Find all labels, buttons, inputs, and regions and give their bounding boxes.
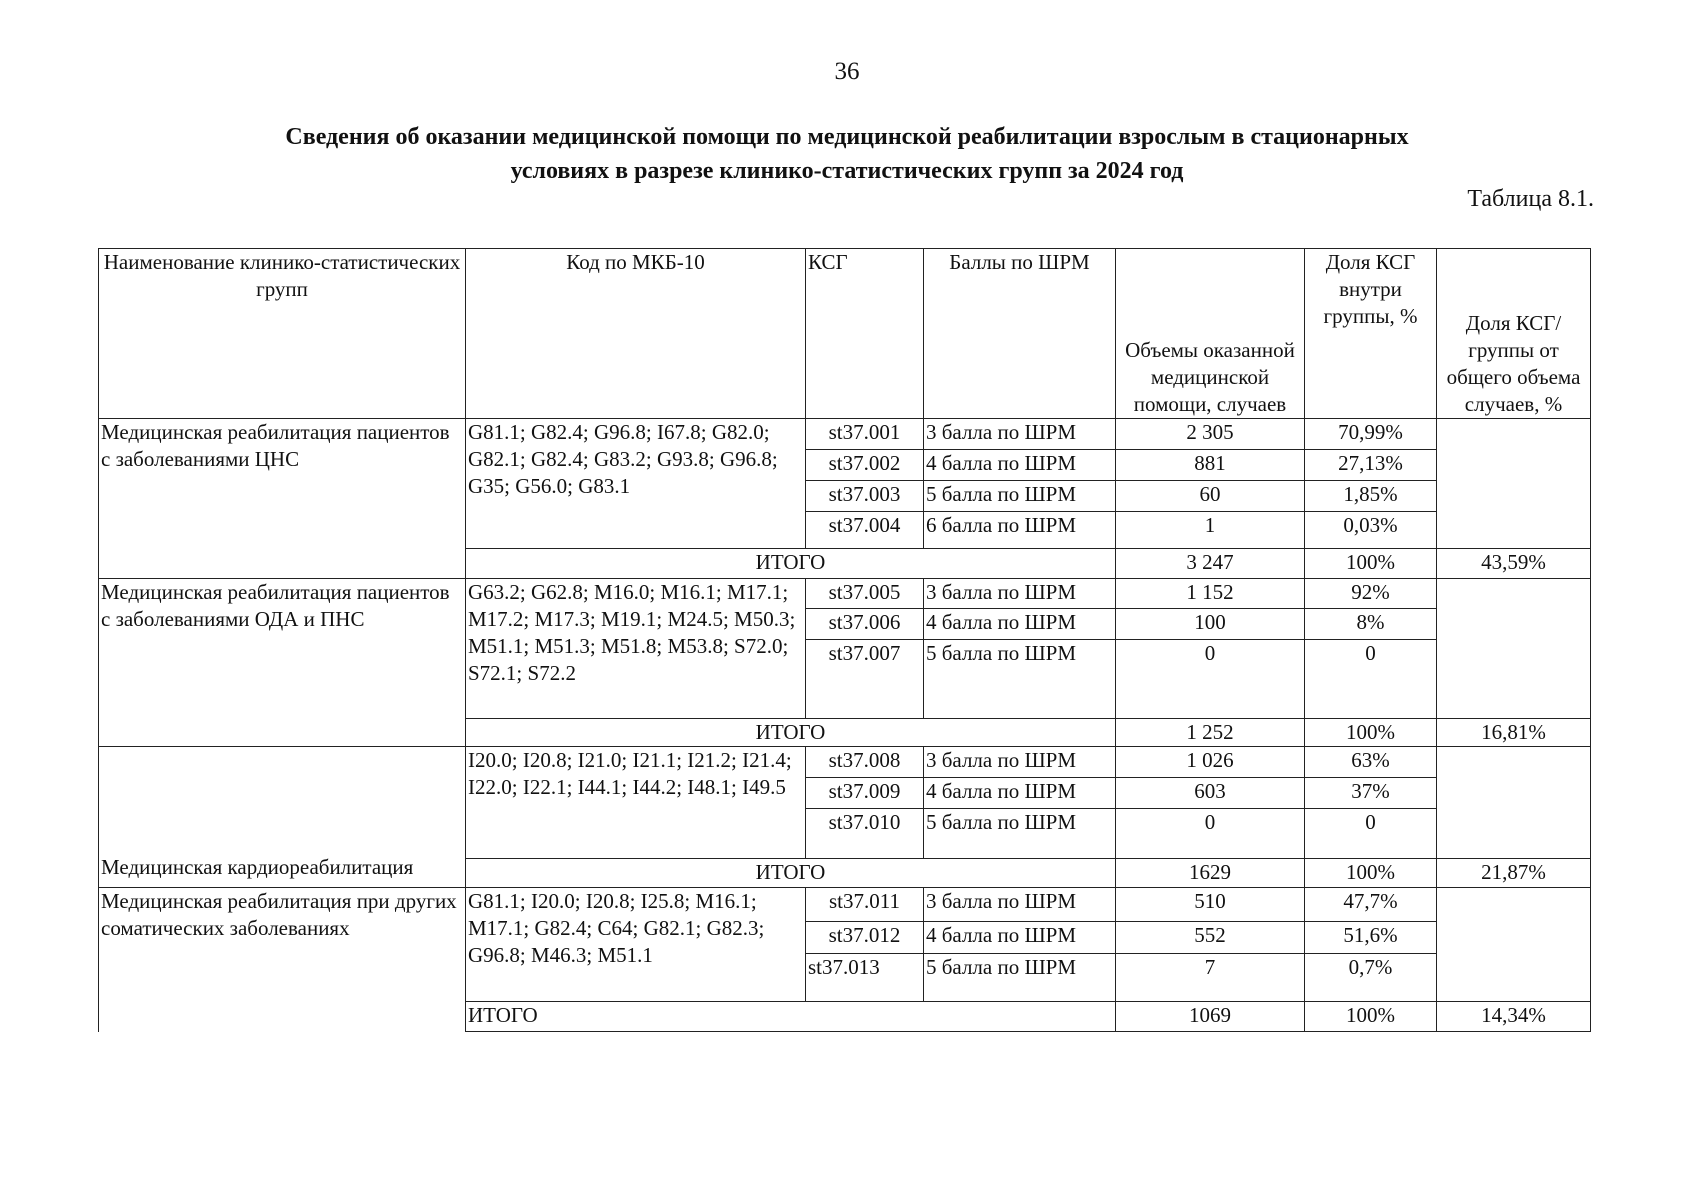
group-name: Медицинская реабилитация пациентов с заболеваниями ЦНС bbox=[99, 419, 466, 579]
total-volume: 3 247 bbox=[1116, 549, 1305, 579]
share-total-empty bbox=[1437, 579, 1591, 719]
document-title bbox=[0, 120, 1694, 188]
total-share: 100% bbox=[1305, 1002, 1437, 1032]
share-value: 1,85% bbox=[1305, 481, 1437, 512]
share-value: 0 bbox=[1305, 640, 1437, 719]
mkb-codes: G63.2; G62.8; M16.0; M16.1; M17.1; M17.2; M17.3; M19.1; M24.5; M50.3; M51.1; M51.3; M51.8; M53.8; S72.0; S72.1; S72.2 bbox=[466, 579, 806, 719]
shrm-score: 5 балла по ШРМ bbox=[924, 481, 1116, 512]
volume-value: 1 026 bbox=[1116, 747, 1305, 778]
table-row bbox=[99, 579, 1591, 609]
share-total-empty bbox=[1437, 747, 1591, 859]
volume-value: 510 bbox=[1116, 888, 1305, 922]
header-share-total: Доля КСГ/группы от общего объема случаев, % bbox=[1437, 249, 1591, 419]
volume-value: 60 bbox=[1116, 481, 1305, 512]
volume-value: 881 bbox=[1116, 450, 1305, 481]
share-value: 37% bbox=[1305, 778, 1437, 809]
total-share-of-all: 14,34% bbox=[1437, 1002, 1591, 1032]
document-title-line-2: условиях в разрезе клинико-статистических групп за 2024 год bbox=[510, 158, 1184, 184]
total-share: 100% bbox=[1305, 859, 1437, 888]
table-row bbox=[99, 419, 1591, 450]
volume-value: 1 bbox=[1116, 512, 1305, 549]
ksg-code: st37.006 bbox=[806, 609, 924, 640]
ksg-code: st37.012 bbox=[806, 922, 924, 954]
header-row bbox=[99, 249, 1591, 419]
shrm-score: 5 балла по ШРМ bbox=[924, 954, 1116, 1002]
volume-value: 1 152 bbox=[1116, 579, 1305, 609]
header-shrm: Баллы по ШРМ bbox=[924, 249, 1116, 419]
total-label: ИТОГО bbox=[466, 549, 1116, 579]
total-volume: 1069 bbox=[1116, 1002, 1305, 1032]
share-value: 63% bbox=[1305, 747, 1437, 778]
header-group: Наименование клинико-статистических групп bbox=[99, 249, 466, 419]
shrm-score: 6 балла по ШРМ bbox=[924, 512, 1116, 549]
header-mkb: Код по МКБ-10 bbox=[466, 249, 806, 419]
ksg-code: st37.003 bbox=[806, 481, 924, 512]
shrm-score: 3 балла по ШРМ bbox=[924, 579, 1116, 609]
total-volume: 1629 bbox=[1116, 859, 1305, 888]
header-share-in-group: Доля КСГ внутри группы, % bbox=[1305, 249, 1437, 419]
volume-value: 603 bbox=[1116, 778, 1305, 809]
document-title-line-1: Сведения об оказании медицинской помощи по медицинской реабилитации взрослым в стационарных bbox=[285, 124, 1409, 150]
header-ksg: КСГ bbox=[806, 249, 924, 419]
share-total-empty bbox=[1437, 888, 1591, 1002]
ksg-code: st37.010 bbox=[806, 809, 924, 859]
mkb-codes: G81.1; I20.0; I20.8; I25.8; M16.1; M17.1; G82.4; C64; G82.1; G82.3; G96.8; M46.3; M51.1 bbox=[466, 888, 806, 1002]
shrm-score: 3 балла по ШРМ bbox=[924, 888, 1116, 922]
shrm-score: 3 балла по ШРМ bbox=[924, 747, 1116, 778]
group-name: Медицинская кардиореабилитация bbox=[99, 747, 466, 888]
volume-value: 0 bbox=[1116, 640, 1305, 719]
group-name: Медицинская реабилитация при других соматических заболеваниях bbox=[99, 888, 466, 1032]
total-share-of-all: 16,81% bbox=[1437, 719, 1591, 747]
volume-value: 7 bbox=[1116, 954, 1305, 1002]
share-value: 51,6% bbox=[1305, 922, 1437, 954]
total-volume: 1 252 bbox=[1116, 719, 1305, 747]
volume-value: 552 bbox=[1116, 922, 1305, 954]
ksg-code: st37.007 bbox=[806, 640, 924, 719]
total-share: 100% bbox=[1305, 549, 1437, 579]
ksg-code: st37.004 bbox=[806, 512, 924, 549]
volume-value: 2 305 bbox=[1116, 419, 1305, 450]
shrm-score: 4 балла по ШРМ bbox=[924, 778, 1116, 809]
total-share-of-all: 43,59% bbox=[1437, 549, 1591, 579]
shrm-score: 5 балла по ШРМ bbox=[924, 640, 1116, 719]
ksg-code: st37.001 bbox=[806, 419, 924, 450]
rehabilitation-table bbox=[98, 248, 1591, 1032]
share-value: 27,13% bbox=[1305, 450, 1437, 481]
shrm-score: 3 балла по ШРМ bbox=[924, 419, 1116, 450]
shrm-score: 5 балла по ШРМ bbox=[924, 809, 1116, 859]
volume-value: 0 bbox=[1116, 809, 1305, 859]
shrm-score: 4 балла по ШРМ bbox=[924, 922, 1116, 954]
total-share-of-all: 21,87% bbox=[1437, 859, 1591, 888]
share-value: 0,7% bbox=[1305, 954, 1437, 1002]
total-share: 100% bbox=[1305, 719, 1437, 747]
share-value: 70,99% bbox=[1305, 419, 1437, 450]
ksg-code: st37.005 bbox=[806, 579, 924, 609]
mkb-codes: I20.0; I20.8; I21.0; I21.1; I21.2; I21.4; I22.0; I22.1; I44.1; I44.2; I48.1; I49.5 bbox=[466, 747, 806, 859]
ksg-code: st37.009 bbox=[806, 778, 924, 809]
share-value: 8% bbox=[1305, 609, 1437, 640]
ksg-code: st37.002 bbox=[806, 450, 924, 481]
total-label: ИТОГО bbox=[466, 719, 1116, 747]
shrm-score: 4 балла по ШРМ bbox=[924, 609, 1116, 640]
table-row bbox=[99, 747, 1591, 778]
header-volume: Объемы оказанной медицинской помощи, случаев bbox=[1116, 249, 1305, 419]
shrm-score: 4 балла по ШРМ bbox=[924, 450, 1116, 481]
ksg-code: st37.008 bbox=[806, 747, 924, 778]
share-value: 0 bbox=[1305, 809, 1437, 859]
share-value: 0,03% bbox=[1305, 512, 1437, 549]
table-row bbox=[99, 888, 1591, 922]
share-value: 92% bbox=[1305, 579, 1437, 609]
ksg-code: st37.011 bbox=[806, 888, 924, 922]
table-caption: Таблица 8.1. bbox=[1467, 186, 1594, 212]
total-label: ИТОГО bbox=[466, 1002, 1116, 1032]
mkb-codes: G81.1; G82.4; G96.8; I67.8; G82.0; G82.1; G82.4; G83.2; G93.8; G96.8; G35; G56.0; G83.1 bbox=[466, 419, 806, 549]
page-number: 36 bbox=[834, 58, 860, 85]
share-total-empty bbox=[1437, 419, 1591, 549]
ksg-code: st37.013 bbox=[806, 954, 924, 1002]
share-value: 47,7% bbox=[1305, 888, 1437, 922]
volume-value: 100 bbox=[1116, 609, 1305, 640]
group-name: Медицинская реабилитация пациентов с заболеваниями ОДА и ПНС bbox=[99, 579, 466, 747]
total-label: ИТОГО bbox=[466, 859, 1116, 888]
